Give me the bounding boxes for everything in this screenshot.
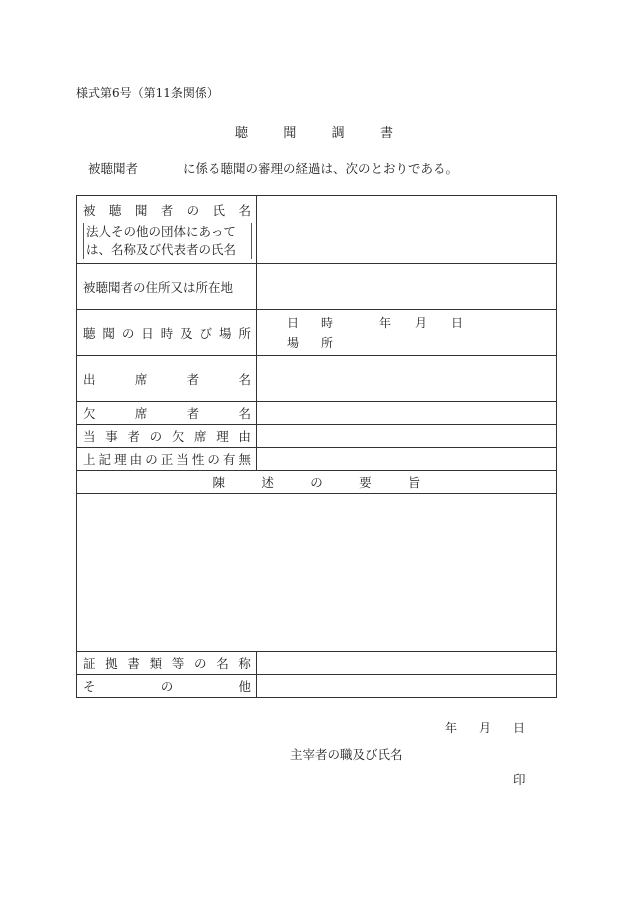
attendees-label: 出 席 者 名	[77, 356, 257, 402]
table-row	[77, 425, 557, 448]
row-label-text: 被 聴 聞 者 の 氏 名	[83, 202, 251, 218]
table-row	[77, 652, 557, 675]
reason-validity-value	[257, 448, 557, 471]
table-row	[77, 471, 557, 494]
title-char: 書	[379, 126, 393, 141]
respondent-address-value	[257, 264, 557, 310]
table-row	[77, 402, 557, 425]
corporate-note: 法人その他の団体にあって は、名称及び代表者の氏名	[83, 223, 252, 259]
respondent-name-value	[257, 196, 557, 264]
form-number: 様式第6号（第11条関係）	[76, 86, 219, 100]
table-row	[77, 448, 557, 471]
evidence-documents-value	[257, 652, 557, 675]
absentees-label: 欠 席 者 名	[77, 402, 257, 425]
title-char: 調	[331, 126, 345, 141]
statement-body	[77, 494, 557, 652]
document-title	[235, 122, 393, 141]
other-label: そ の 他	[77, 675, 257, 698]
respondent-address-label: 被聴聞者の住所又は所在地	[77, 264, 257, 310]
footer-date: 年 月 日	[445, 721, 525, 735]
reason-validity-label: 上 記 理 由 の 正 当 性 の 有 無	[77, 448, 257, 471]
respondent-name-label	[77, 196, 257, 264]
title-char: 聞	[283, 126, 297, 141]
hearing-datetime-place-value	[257, 310, 557, 356]
absence-reason-label: 当 事 者 の 欠 席 理 由	[77, 425, 257, 448]
other-value	[257, 675, 557, 698]
table-row	[77, 675, 557, 698]
title-char: 聴	[235, 126, 249, 141]
table-row	[77, 264, 557, 310]
hearing-record-table	[76, 195, 557, 698]
table-row	[77, 356, 557, 402]
absentees-value	[257, 402, 557, 425]
datetime-line: 日 時 年 月 日	[287, 315, 464, 330]
intro-left: 被聴聞者	[88, 161, 139, 176]
table-row	[77, 310, 557, 356]
place-line: 場 所	[287, 335, 334, 350]
statement-heading: 陳 述 の 要 旨	[77, 471, 557, 494]
absence-reason-value	[257, 425, 557, 448]
presider-name-label: 主宰者の職及び氏名	[290, 747, 403, 762]
seal-mark: 印	[513, 772, 526, 787]
evidence-documents-label: 証 拠 書 類 等 の 名 称	[77, 652, 257, 675]
intro-right: に係る聴聞の審理の経過は、次のとおりである。	[183, 161, 459, 176]
hearing-datetime-place-label: 聴 聞 の 日 時 及 び 場 所	[77, 310, 257, 356]
table-row	[77, 196, 557, 264]
table-row	[77, 494, 557, 652]
attendees-value	[257, 356, 557, 402]
intro-sentence	[88, 159, 458, 177]
